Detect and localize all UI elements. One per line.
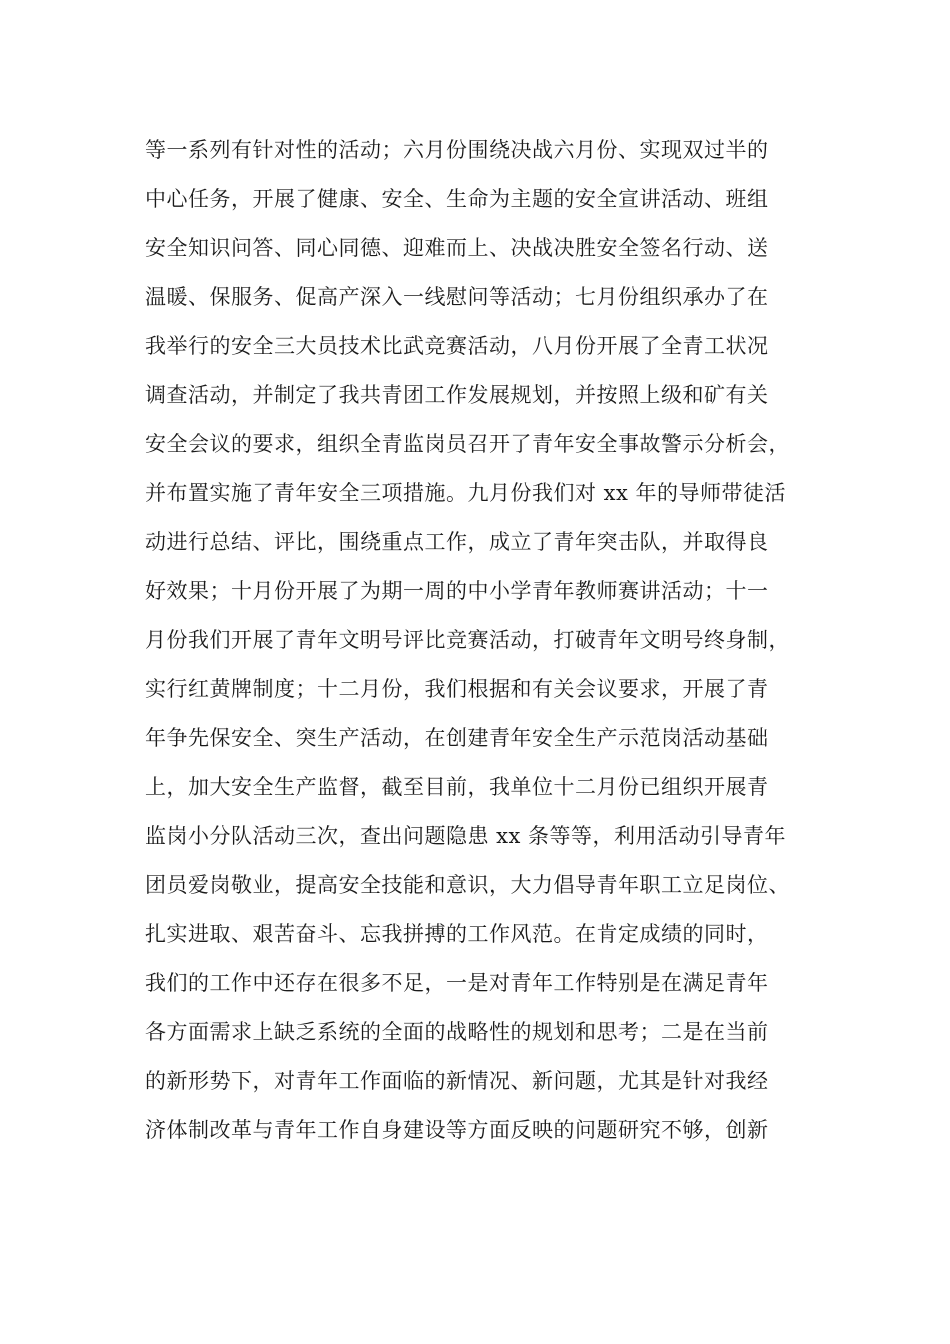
text-line-14: 上，加大安全生产监督，截至目前，我单位十二月份已组织开展青 — [145, 775, 769, 799]
text-line-17: 扎实进取、艰苦奋斗、忘我拼搏的工作风范。在肯定成绩的同时， — [145, 922, 769, 946]
text-line-2: 中心任务，开展了健康、安全、生命为主题的安全宣讲活动、班组 — [145, 187, 769, 211]
text-line-1: 等一系列有针对性的活动；六月份围绕决战六月份、实现双过半的 — [145, 138, 769, 162]
text-line-3: 安全知识问答、同心同德、迎难而上、决战决胜安全签名行动、送 — [145, 236, 769, 260]
text-line-15: 监岗小分队活动三次，查出问题隐患 xx 条等等，利用活动引导青年 — [145, 824, 787, 848]
text-line-4: 温暖、保服务、促高产深入一线慰问等活动；七月份组织承办了在 — [145, 285, 769, 309]
text-line-9: 动进行总结、评比，围绕重点工作，成立了青年突击队，并取得良 — [145, 530, 769, 554]
text-line-12: 实行红黄牌制度；十二月份，我们根据和有关会议要求，开展了青 — [145, 677, 769, 701]
text-line-5: 我举行的安全三大员技术比武竞赛活动，八月份开展了全青工状况 — [145, 334, 769, 358]
text-line-10: 好效果；十月份开展了为期一周的中小学青年教师赛讲活动；十一 — [145, 579, 769, 603]
text-line-13: 年争先保安全、突生产活动，在创建青年安全生产示范岗活动基础 — [145, 726, 769, 750]
text-line-20: 的新形势下，对青年工作面临的新情况、新问题，尤其是针对我经 — [145, 1069, 769, 1093]
text-line-6: 调查活动，并制定了我共青团工作发展规划，并按照上级和矿有关 — [145, 383, 769, 407]
body-paragraph — [145, 126, 815, 1155]
text-line-8: 并布置实施了青年安全三项措施。九月份我们对 xx 年的导师带徒活 — [145, 481, 787, 505]
text-line-7: 安全会议的要求，组织全青监岗员召开了青年安全事故警示分析会， — [145, 432, 790, 456]
text-line-18: 我们的工作中还存在很多不足，一是对青年工作特别是在满足青年 — [145, 971, 769, 995]
text-line-19: 各方面需求上缺乏系统的全面的战略性的规划和思考；二是在当前 — [145, 1020, 769, 1044]
text-line-16: 团员爱岗敬业，提高安全技能和意识，大力倡导青年职工立足岗位、 — [145, 873, 790, 897]
text-line-21: 济体制改革与青年工作自身建设等方面反映的问题研究不够，创新 — [145, 1118, 769, 1142]
text-line-11: 月份我们开展了青年文明号评比竞赛活动，打破青年文明号终身制， — [145, 628, 790, 652]
